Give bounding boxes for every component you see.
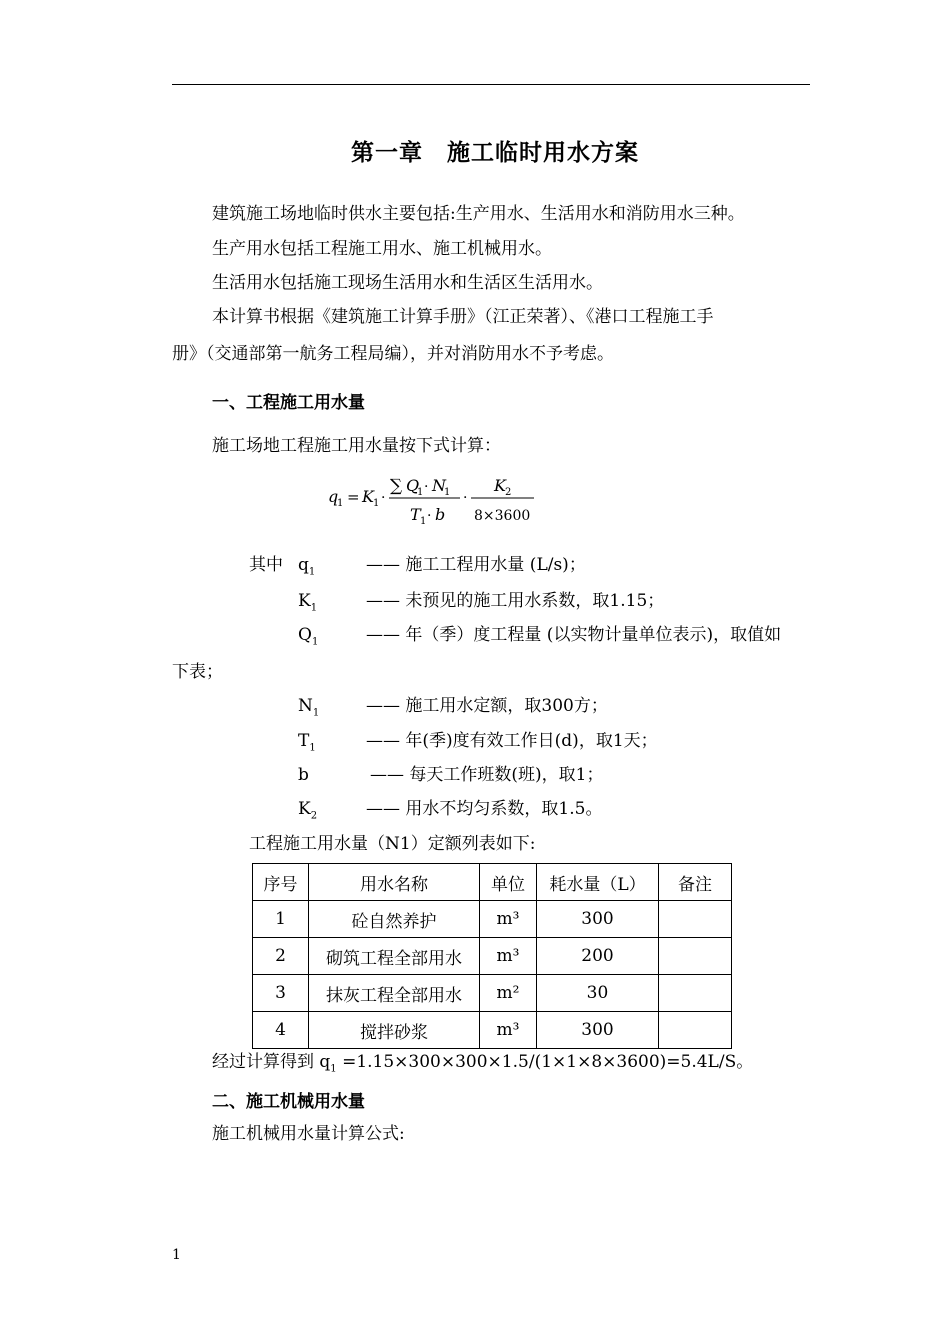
table-cell-name: 抹灰工程全部用水 (309, 975, 480, 1012)
table-cell-remark (659, 1012, 732, 1049)
def-t1: $T_1$ —— 年(季)度有效工作日(d)，取1天； (298, 731, 658, 754)
water-quota-table (252, 863, 732, 1049)
formula-dot-4: · (463, 490, 468, 506)
formula-dot-3: · (427, 508, 432, 524)
formula-sum: ∑ (390, 476, 403, 496)
section-1-heading: 一、工程施工用水量 (212, 393, 365, 413)
formula-k1: K (362, 487, 374, 506)
table-header-row (253, 864, 732, 901)
table-cell-consumption: 200 (537, 938, 659, 975)
def-k2: $K_2$ —— 用水不均匀系数，取1.5。 (298, 799, 603, 822)
page-number: 1 (172, 1247, 181, 1263)
formula-k2-sub: 2 (505, 487, 512, 498)
table-header-consumption: 耗水量（L） (537, 864, 659, 901)
def-where-label: 其中 (249, 555, 283, 575)
formula-lhs: q (328, 487, 339, 506)
table-cell-index: 3 (253, 975, 309, 1012)
intro-line-5: 册》（交通部第一航务工程局编），并对消防用水不予考虑。 (172, 344, 614, 364)
section-2-intro: 施工机械用水量计算公式: (212, 1124, 405, 1144)
table-row (253, 1012, 732, 1049)
table-cell-consumption: 300 (537, 901, 659, 938)
formula-k2: K (494, 476, 506, 495)
formula-dot-2: · (424, 479, 429, 495)
intro-line-3: 生活用水包括施工现场生活用水和生活区生活用水。 (212, 273, 603, 293)
table-cell-remark (659, 938, 732, 975)
def-b: b —— 每天工作班数(班)，取1； (298, 765, 604, 785)
formula-n-sub: 1 (444, 487, 451, 498)
table-caption: 工程施工用水量（N1）定额列表如下: (249, 834, 536, 854)
formula-q-sub: 1 (417, 487, 424, 498)
table-cell-unit: m³ (480, 1012, 537, 1049)
table-row (253, 975, 732, 1012)
table-header-index: 序号 (253, 864, 309, 901)
def-q1: $q_1$ —— 施工工程用水量 (L/s)； (298, 555, 586, 578)
table-cell-index: 2 (253, 938, 309, 975)
header-rule (172, 84, 810, 85)
water-formula (320, 466, 550, 526)
formula-lhs-sub: 1 (337, 498, 344, 509)
formula-dot-1: · (381, 490, 386, 506)
table-header-remark: 备注 (659, 864, 732, 901)
table-row (253, 901, 732, 938)
formula-t-sub: 1 (420, 516, 427, 526)
chapter-title: 第一章 施工临时用水方案 (351, 140, 639, 166)
table-cell-consumption: 30 (537, 975, 659, 1012)
table-cell-index: 1 (253, 901, 309, 938)
def-q-quantity: $Q_1$ —— 年（季）度工程量 (以实物计量单位表示)，取值如 (298, 625, 782, 648)
calculation-result: 经过计算得到 $q_1 =1.15\times 300\times 300\times 1.5/(1\times 1\times 8\times 3600)=5.4L/S$。 (212, 1052, 754, 1075)
table-cell-unit: m³ (480, 901, 537, 938)
table-cell-index: 4 (253, 1012, 309, 1049)
formula-b: b (435, 505, 446, 524)
formula-denominator: 8×3600 (474, 508, 531, 524)
formula-n: N (432, 476, 446, 495)
table-cell-unit: m³ (480, 938, 537, 975)
table-header-unit: 单位 (480, 864, 537, 901)
intro-line-2: 生产用水包括工程施工用水、施工机械用水。 (212, 239, 552, 259)
formula-k1-sub: 1 (373, 498, 380, 509)
def-q-quantity-continued: 下表； (172, 662, 223, 682)
table-header-name: 用水名称 (309, 864, 480, 901)
table-cell-remark (659, 975, 732, 1012)
table-row (253, 938, 732, 975)
intro-line-4: 本计算书根据《建筑施工计算手册》（江正荣著）、《港口工程施工手 (212, 307, 714, 327)
formula-equals: = (347, 488, 360, 506)
table-cell-remark (659, 901, 732, 938)
table-cell-unit: m² (480, 975, 537, 1012)
def-k1: $K_1$ —— 未预见的施工用水系数，取1.15； (298, 591, 665, 614)
table-cell-name: 搅拌砂浆 (309, 1012, 480, 1049)
section-1-intro: 施工场地工程施工用水量按下式计算： (212, 436, 501, 456)
table-cell-name: 砌筑工程全部用水 (309, 938, 480, 975)
table-cell-consumption: 300 (537, 1012, 659, 1049)
formula-q: Q (406, 476, 420, 495)
def-n1: $N_1$ —— 施工用水定额，取300方； (298, 696, 608, 719)
table-cell-name: 砼自然养护 (309, 901, 480, 938)
formula-t: T (410, 505, 421, 524)
section-2-heading: 二、施工机械用水量 (212, 1092, 365, 1112)
intro-line-1: 建筑施工场地临时供水主要包括:生产用水、生活用水和消防用水三种。 (212, 204, 745, 224)
